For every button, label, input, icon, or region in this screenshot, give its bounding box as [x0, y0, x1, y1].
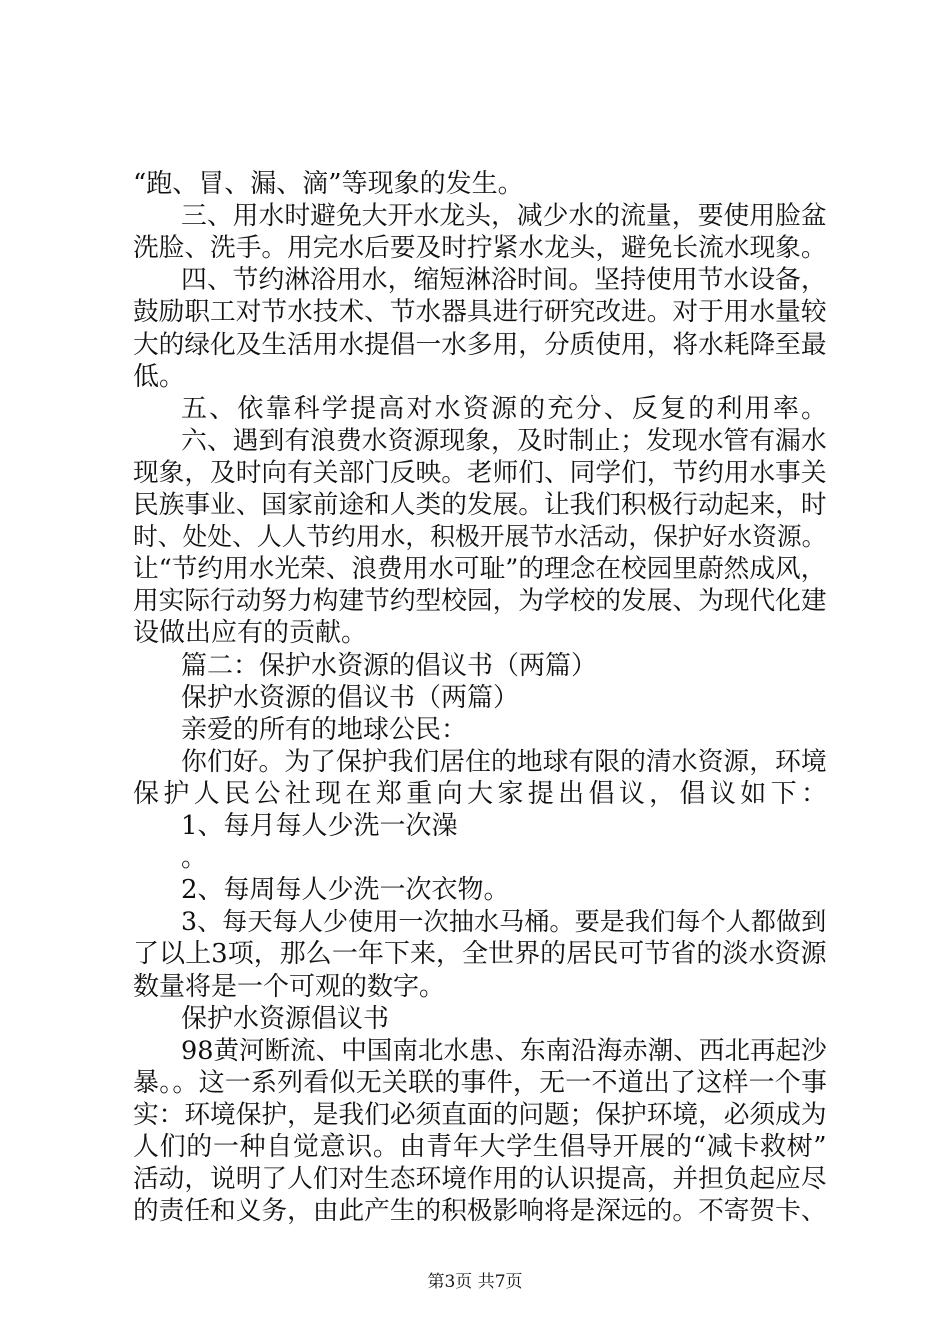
text-line: 大的绿化及生活用水提倡一水多用，分质使用，将水耗降至最	[133, 329, 827, 360]
text-line: 的责任和义务，由此产生的积极影响将是深远的。不寄贺卡、	[133, 1196, 827, 1227]
text-line: 人们的一种自觉意识。由青年大学生倡导开展的“减卡救树”	[133, 1132, 828, 1162]
text-line: 活动，说明了人们对生态环境作用的认识提高，并担负起应尽	[133, 1164, 827, 1195]
text-line: 。	[181, 843, 208, 874]
text-line: 保护水资源的倡议书（两篇）	[181, 682, 520, 713]
text-line: 98黄河断流、中国南北水患、东南沿海赤潮、西北再起沙	[181, 1035, 827, 1066]
text-line: 六、遇到有浪费水资源现象，及时制止；发现水管有漏水	[181, 425, 827, 456]
text-line: “跑、冒、漏、滴”等现象的发生。	[133, 169, 524, 199]
text-line: 设做出应有的贡献。	[133, 618, 368, 649]
text-line: 实：环境保护，是我们必须直面的问题；保护环境，必须成为	[133, 1099, 827, 1130]
text-line: 数量将是一个可观的数字。	[133, 971, 446, 1002]
text-line: 2、每周每人少洗一次衣物。	[181, 875, 510, 906]
text-line: 保护人民公社现在郑重向大家提出倡议，倡议如下：	[133, 778, 832, 809]
text-line: 亲爱的所有的地球公民：	[181, 714, 468, 745]
text-line: 1、每月每人少洗一次澡	[181, 811, 458, 841]
text-line: 三、用水时避免大开水龙头，减少水的流量，要使用脸盆	[181, 201, 827, 232]
text-line: 用实际行动努力构建节约型校园，为学校的发展、为现代化建	[133, 586, 827, 617]
text-line: 保护水资源倡议书	[181, 1003, 390, 1034]
text-line: 洗脸、洗手。用完水后要及时拧紧水龙头，避免长流水现象。	[133, 233, 827, 264]
page-footer: 第3页 共7页	[427, 1272, 523, 1292]
text-line: 现象，及时向有关部门反映。老师们、同学们，节约用水事关	[133, 457, 827, 488]
text-line: 鼓励职工对节水技术、节水器具进行研究改进。对于用水量较	[133, 297, 827, 328]
text-line: 五、依靠科学提高对水资源的充分、反复的利用率。	[181, 393, 830, 424]
text-line: 民族事业、国家前途和人类的发展。让我们积极行动起来，时	[133, 490, 827, 520]
text-line: 低。	[133, 361, 186, 392]
text-line: 四、节约淋浴用水，缩短淋浴时间。坚持使用节水设备，	[181, 265, 827, 296]
text-line: 你们好。为了保护我们居住的地球有限的清水资源，环境	[181, 746, 827, 777]
text-line: 了以上3项，那么一年下来，全世界的居民可节省的淡水资源	[133, 939, 827, 970]
text-line: 让“节约用水光荣、浪费用水可耻”的理念在校园里蔚然成风，	[133, 554, 827, 585]
text-line: 暴。。这一系列看似无关联的事件，无一不道出了这样一个事	[133, 1067, 828, 1098]
text-line: 篇二：保护水资源的倡议书（两篇）	[181, 650, 598, 681]
text-line: 3、每天每人少使用一次抽水马桶。要是我们每个人都做到	[181, 907, 827, 937]
text-line: 时、处处、人人节约用水，积极开展节水活动，保护好水资源。	[133, 522, 827, 552]
